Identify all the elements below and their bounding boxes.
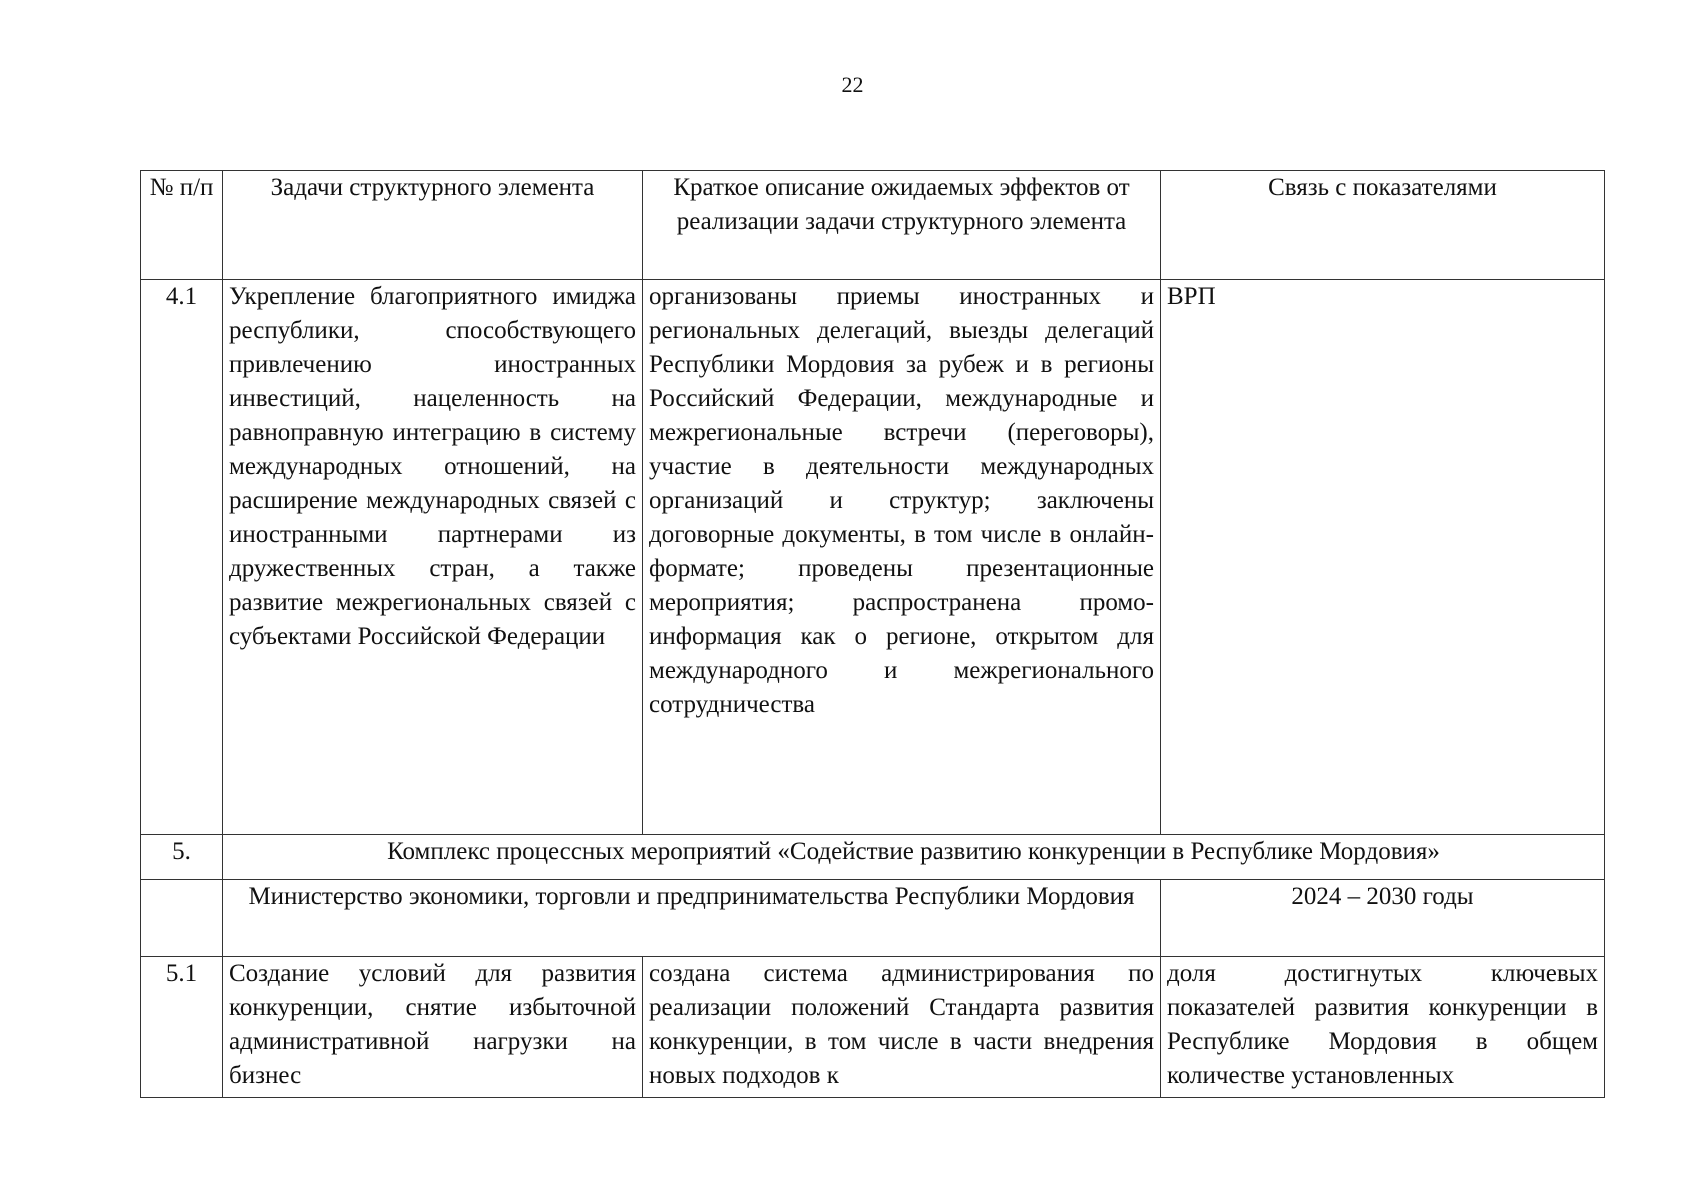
row-4-1-effect: организованы приемы иностранных и региональных делегаций, выезды делегаций Республики Мордовия за рубеж и в регионы Российский Федерации, международные и межрегиональные встречи (переговоры), участие в деятельности международных организаций и структур; заключены договорные документы, в том числе в онлайн-формате; проведены презентационные мероприятия; распространена промо-информация как о регионе, открытом для международного и межрегионального сотрудничества <box>643 280 1161 835</box>
row-4-1-num: 4.1 <box>141 280 223 835</box>
table-header-row <box>141 171 1605 280</box>
section-row-5 <box>141 835 1605 880</box>
page-number: 22 <box>841 72 864 97</box>
row-5-1-task: Создание условий для развития конкуренции, снятие избыточной административной нагрузки на бизнес <box>223 957 643 1098</box>
row-5-1-effect: создана система администрирования по реализации положений Стандарта развития конкуренции, в том числе в части внедрения новых подходов к <box>643 957 1161 1098</box>
header-tasks: Задачи структурного элемента <box>223 171 643 280</box>
row-5-1-num: 5.1 <box>141 957 223 1098</box>
table-row-5-1 <box>141 957 1605 1098</box>
row-4-1-task: Укрепление благоприятного имиджа республики, способствующего привлечению иностранных инвестиций, нацеленность на равноправную интеграцию в систему международных отношений, на расширение международных связей с иностранными партнерами из дружественных стран, а также развитие межрегиональных связей с субъектами Российской Федерации <box>223 280 643 835</box>
responsible-ministry: Министерство экономики, торговли и предпринимательства Республики Мордовия <box>223 880 1161 957</box>
header-num: № п/п <box>141 171 223 280</box>
row-4-1-indicator: ВРП <box>1161 280 1605 835</box>
section-5-title: Комплекс процессных мероприятий «Содействие развитию конкуренции в Республике Мордовия» <box>223 835 1605 880</box>
section-5-num: 5. <box>141 835 223 880</box>
responsible-empty-cell <box>141 880 223 957</box>
structural-elements-table <box>140 170 1605 1098</box>
table-row-4-1 <box>141 280 1605 835</box>
implementation-period: 2024 – 2030 годы <box>1161 880 1605 957</box>
row-5-1-indicator: доля достигнутых ключевых показателей развития конкуренции в Республике Мордовия в общем количестве установленных <box>1161 957 1605 1098</box>
responsible-row <box>141 880 1605 957</box>
header-effects: Краткое описание ожидаемых эффектов от реализации задачи структурного элемента <box>643 171 1161 280</box>
header-indicators: Связь с показателями <box>1161 171 1605 280</box>
